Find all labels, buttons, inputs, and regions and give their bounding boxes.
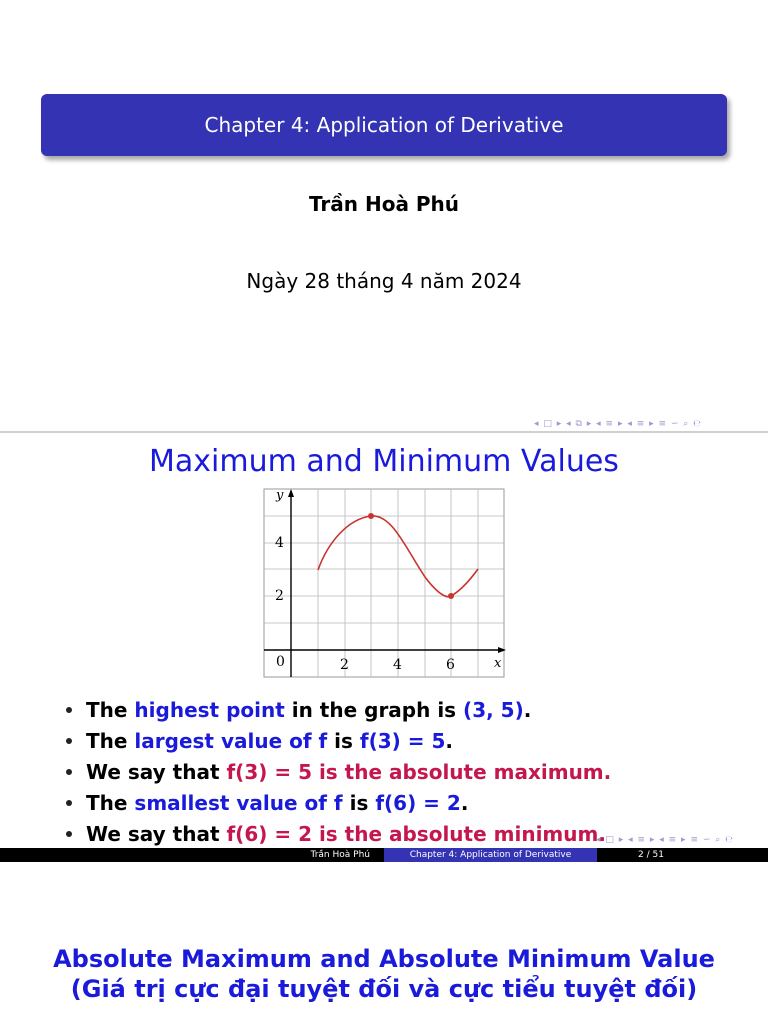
bullet-text-segment: f(3) = 5 is the absolute maximum. [226, 759, 612, 784]
bullet-text-segment: . [460, 790, 469, 815]
bullet-text-segment: in the graph is [284, 697, 464, 722]
author-name: Trần Hoà Phú [308, 192, 460, 216]
presentation-date: Ngày 28 tháng 4 năm 2024 [246, 269, 522, 293]
min-point [448, 593, 454, 599]
title-slide [0, 0, 768, 432]
x-tick-6: 6 [446, 657, 455, 673]
bullet-text-segment: f(6) = 2 is the absolute minimum. [226, 821, 606, 846]
max-point [368, 513, 374, 519]
bullet-dot-icon [66, 831, 72, 837]
bullet-text-segment: We say that [86, 821, 227, 846]
bullet-text-segment: highest point [134, 697, 285, 722]
function-graph [262, 487, 510, 679]
bullet-text-segment: (3, 5) [463, 697, 524, 722]
x-tick-2: 2 [340, 657, 349, 673]
bullet-text-segment: The [86, 697, 135, 722]
bullet-text-segment: . [445, 728, 454, 753]
bullet-list [66, 694, 746, 849]
slide3-subtitle: (Giá trị cực đại tuyệt đối và cực tiểu tuyệt đối) [70, 975, 698, 1003]
bullet-dot-icon [66, 769, 72, 775]
bullet-text-segment: The [86, 728, 135, 753]
bullet-text-segment: f(3) = 5 [359, 728, 446, 753]
chapter-title-box [41, 94, 727, 156]
bullet-dot-icon [66, 738, 72, 744]
footer-author: Trần Hoà Phú [0, 848, 384, 862]
beamer-navigation-icons[interactable]: ◂ □ ▸ ◂ ≡ ▸ ◂ ≡ ▸ ≡ ∽ ⌕ ℮ [596, 835, 734, 845]
graph-frame [264, 489, 504, 677]
bullet-dot-icon [66, 800, 72, 806]
footer-chapter: Chapter 4: Application of Derivative [384, 848, 597, 862]
bullet-item [66, 725, 746, 756]
footer-page-number: 2 / 51 [597, 848, 768, 862]
y-tick-4: 4 [275, 535, 284, 551]
slide-divider [0, 431, 768, 433]
chapter-title: Chapter 4: Application of Derivative [204, 113, 564, 137]
x-axis-label: x [494, 656, 502, 671]
y-tick-2: 2 [275, 588, 284, 604]
bullet-text-segment: largest value of f [134, 728, 328, 753]
bullet-dot-icon [66, 707, 72, 713]
beamer-navigation-icons[interactable]: ◂ □ ▸ ◂ ⧉ ▸ ◂ ≡ ▸ ◂ ≡ ▸ ≡ ∽ ⌕ ℮ [534, 419, 702, 429]
bullet-item [66, 694, 746, 725]
bullet-item [66, 787, 746, 818]
bullet-text-segment: We say that [86, 759, 227, 784]
slide-title: Maximum and Minimum Values [149, 444, 619, 479]
y-axis-label: y [276, 488, 284, 503]
bullet-text-segment: The [86, 790, 135, 815]
slide3-title: Absolute Maximum and Absolute Minimum Value [53, 945, 715, 973]
origin-label: 0 [276, 654, 285, 670]
x-tick-4: 4 [393, 657, 402, 673]
slide3-heading [0, 944, 768, 1004]
slide-footer [0, 848, 768, 862]
bullet-text-segment: is [342, 790, 376, 815]
bullet-item [66, 756, 746, 787]
bullet-text-segment: smallest value of f [134, 790, 343, 815]
bullet-text-segment: is [327, 728, 360, 753]
bullet-text-segment: f(6) = 2 [375, 790, 461, 815]
bullet-text-segment: . [523, 697, 532, 722]
